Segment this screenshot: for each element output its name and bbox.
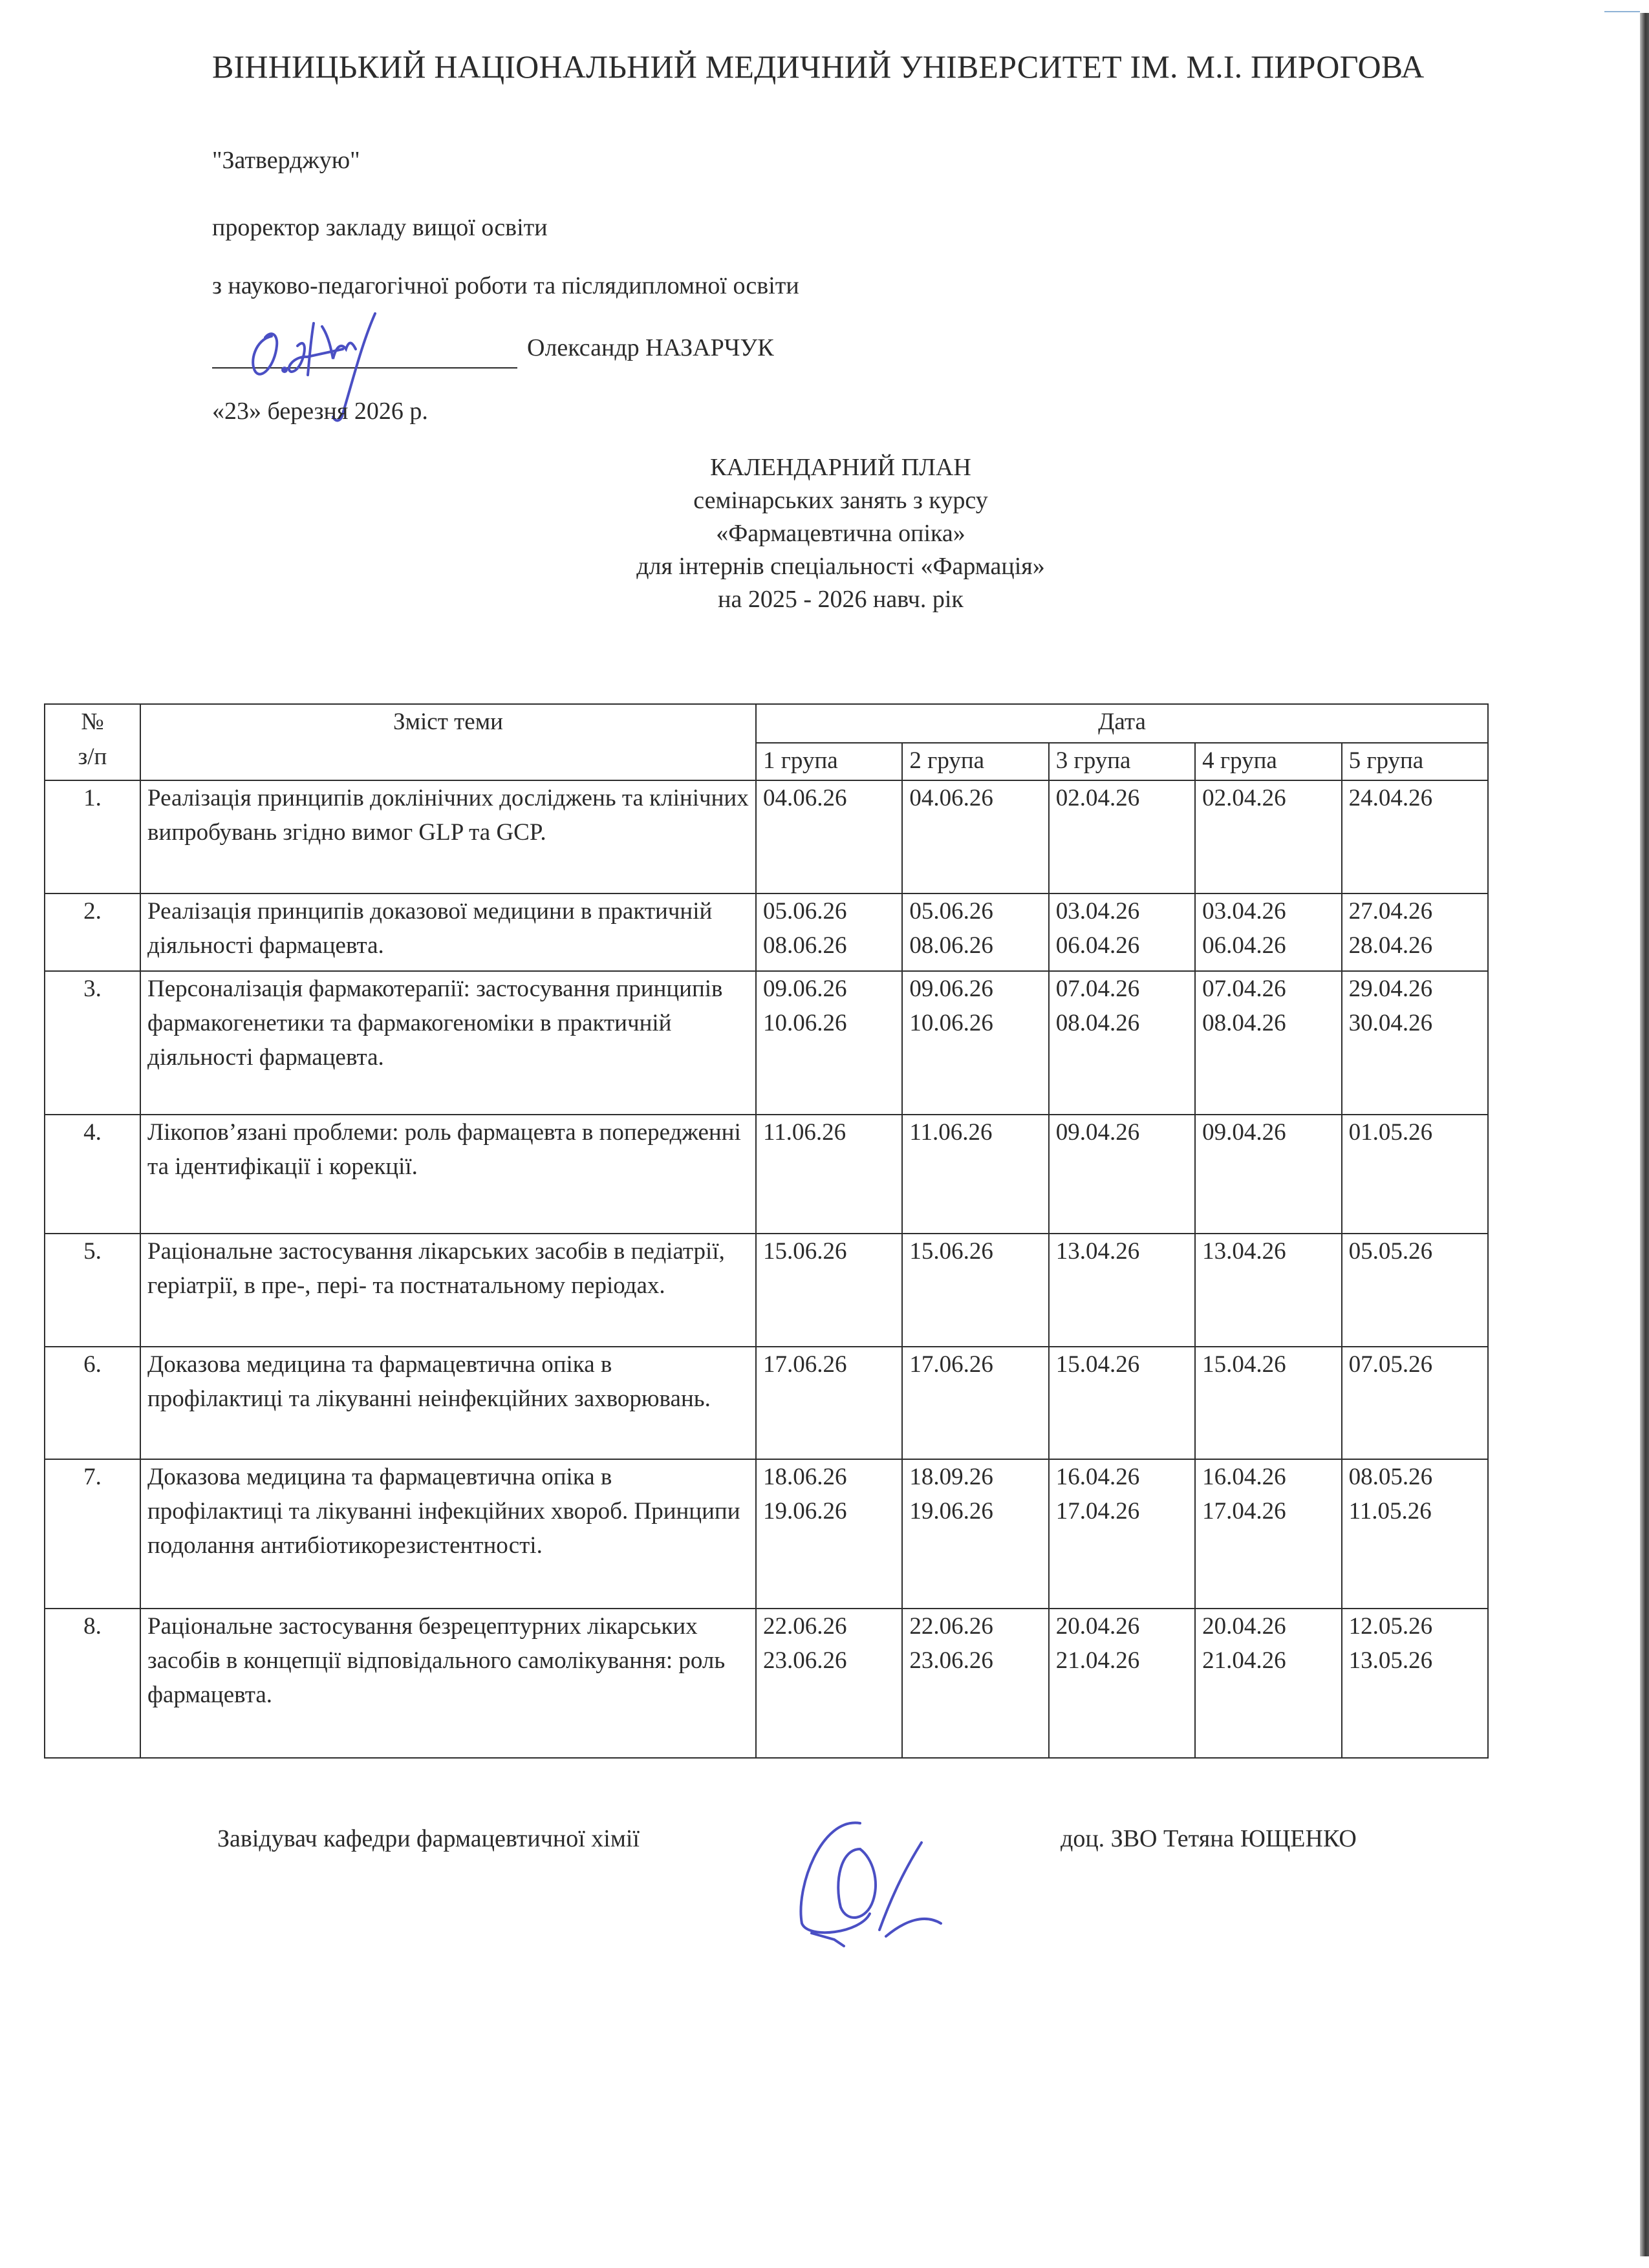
group-1-dates <box>756 1347 902 1459</box>
group-5-dates <box>1342 1459 1488 1609</box>
row-number: 8. <box>45 1609 140 1758</box>
group-1-dates <box>756 1115 902 1234</box>
group-4-dates <box>1195 893 1341 971</box>
table-row <box>45 1459 1488 1609</box>
course-name: «Фармацевтична опіка» <box>716 520 965 547</box>
session-date: 03.04.26 <box>1055 898 1140 925</box>
session-date: 18.06.26 <box>763 1464 847 1490</box>
session-date: 17.04.26 <box>1202 1498 1286 1524</box>
session-date: 06.04.26 <box>1055 932 1140 959</box>
head-of-department-position: Завідувач кафедри фармацевтичної хімії <box>217 1825 640 1852</box>
approver-name: Олександр НАЗАРЧУК <box>527 334 774 361</box>
scanner-edge <box>1640 13 1649 2256</box>
group-1-dates <box>756 971 902 1115</box>
session-date: 10.06.26 <box>909 1010 993 1036</box>
scanner-edge-mark <box>1604 11 1640 12</box>
group-4-dates <box>1195 1347 1341 1459</box>
session-date: 20.04.26 <box>1202 1613 1286 1640</box>
row-topic: Реалізація принципів доказової медицини в практичній діяльності фармацевта. <box>140 893 756 971</box>
session-date: 12.05.26 <box>1348 1613 1433 1640</box>
table-row <box>45 893 1488 971</box>
table-row <box>45 780 1488 893</box>
session-date: 27.04.26 <box>1348 898 1433 925</box>
approval-label: "Затверджую" <box>212 147 360 174</box>
row-number: 2. <box>45 893 140 971</box>
session-date: 02.04.26 <box>1055 785 1140 811</box>
group-5-dates <box>1342 1347 1488 1459</box>
session-date: 08.04.26 <box>1202 1010 1286 1036</box>
session-date: 04.06.26 <box>909 785 993 811</box>
group-2-dates <box>902 1459 1048 1609</box>
session-date: 13.04.26 <box>1055 1238 1140 1265</box>
session-date: 29.04.26 <box>1348 976 1433 1002</box>
table-row <box>45 971 1488 1115</box>
specialty: для інтернів спеціальності «Фармація» <box>636 553 1045 580</box>
row-number: 3. <box>45 971 140 1115</box>
approver-position-line2: з науково-педагогічної роботи та післядипломної освіти <box>212 272 799 299</box>
session-date: 08.06.26 <box>763 932 847 959</box>
document-title-block <box>453 451 1229 616</box>
group-3-dates <box>1049 1347 1195 1459</box>
academic-year: на 2025 - 2026 навч. рік <box>718 586 964 613</box>
session-date: 05.06.26 <box>909 898 993 925</box>
session-date: 08.06.26 <box>909 932 993 959</box>
group-4-dates <box>1195 1609 1341 1758</box>
group-3-dates <box>1049 1234 1195 1347</box>
group-5-dates <box>1342 971 1488 1115</box>
table-row <box>45 1609 1488 1758</box>
group-1-dates <box>756 1609 902 1758</box>
table-row <box>45 1347 1488 1459</box>
group-1-dates <box>756 1234 902 1347</box>
header-number-symbol: № <box>81 709 104 735</box>
session-date: 11.05.26 <box>1348 1498 1432 1524</box>
session-date: 28.04.26 <box>1348 932 1433 959</box>
group-5-dates <box>1342 1609 1488 1758</box>
session-date: 09.06.26 <box>909 976 993 1002</box>
row-topic: Лікопов’язані проблеми: роль фармацевта в попередженні та ідентифікації і корекції. <box>140 1115 756 1234</box>
session-date: 03.04.26 <box>1202 898 1286 925</box>
group-3-dates <box>1049 1459 1195 1609</box>
schedule-table <box>44 703 1489 1759</box>
session-date: 02.04.26 <box>1202 785 1286 811</box>
session-date: 09.06.26 <box>763 976 847 1002</box>
group-2-dates <box>902 971 1048 1115</box>
group-2-dates <box>902 1234 1048 1347</box>
row-number: 4. <box>45 1115 140 1234</box>
session-date: 11.06.26 <box>763 1119 846 1146</box>
header-number-abbr: з/п <box>78 744 107 770</box>
group-3-dates <box>1049 971 1195 1115</box>
group-2-dates <box>902 1609 1048 1758</box>
table-row <box>45 1115 1488 1234</box>
session-date: 19.06.26 <box>763 1498 847 1524</box>
session-date: 07.04.26 <box>1055 976 1140 1002</box>
table-row <box>45 1234 1488 1347</box>
session-date: 15.06.26 <box>909 1238 993 1265</box>
group-5-dates <box>1342 893 1488 971</box>
session-date: 09.04.26 <box>1055 1119 1140 1146</box>
session-date: 13.05.26 <box>1348 1647 1433 1674</box>
group-2-dates <box>902 893 1048 971</box>
group-3-dates <box>1049 1609 1195 1758</box>
row-number: 6. <box>45 1347 140 1459</box>
session-date: 16.04.26 <box>1202 1464 1286 1490</box>
row-number: 7. <box>45 1459 140 1609</box>
session-date: 24.04.26 <box>1348 785 1433 811</box>
group-5-dates <box>1342 1115 1488 1234</box>
session-date: 16.04.26 <box>1055 1464 1140 1490</box>
row-number: 1. <box>45 780 140 893</box>
group-1-dates <box>756 1459 902 1609</box>
header-date: Дата <box>756 704 1488 743</box>
session-date: 10.06.26 <box>763 1010 847 1036</box>
session-date: 11.06.26 <box>909 1119 993 1146</box>
session-date: 05.06.26 <box>763 898 847 925</box>
session-date: 15.04.26 <box>1055 1351 1140 1378</box>
group-4-dates <box>1195 1115 1341 1234</box>
session-date: 15.06.26 <box>763 1238 847 1265</box>
session-date: 07.05.26 <box>1348 1351 1433 1378</box>
group-4-dates <box>1195 1234 1341 1347</box>
document-title: КАЛЕНДАРНИЙ ПЛАН <box>710 454 971 481</box>
session-date: 18.09.26 <box>909 1464 993 1490</box>
row-topic: Доказова медицина та фармацевтична опіка в профілактиці та лікуванні інфекційних хвороб. Принципи подолання антибіотикорезистентності. <box>140 1459 756 1609</box>
session-date: 06.04.26 <box>1202 932 1286 959</box>
university-name: ВІННИЦЬКИЙ НАЦІОНАЛЬНИЙ МЕДИЧНИЙ УНІВЕРСИТЕТ ІМ. М.І. ПИРОГОВА <box>212 48 1425 85</box>
group-3-dates <box>1049 1115 1195 1234</box>
approval-date: «23» березня 2026 р. <box>212 398 428 425</box>
session-date: 17.04.26 <box>1055 1498 1140 1524</box>
session-date: 17.06.26 <box>909 1351 993 1378</box>
head-of-department-signature <box>782 1810 1015 1952</box>
group-1-dates <box>756 780 902 893</box>
header-group-1: 1 група <box>756 743 902 780</box>
session-date: 23.06.26 <box>909 1647 993 1674</box>
header-topic: Зміст теми <box>140 704 756 780</box>
session-date: 20.04.26 <box>1055 1613 1140 1640</box>
document-subtitle-1: семінарських занять з курсу <box>693 487 988 514</box>
session-date: 13.04.26 <box>1202 1238 1286 1265</box>
session-date: 22.06.26 <box>763 1613 847 1640</box>
session-date: 08.05.26 <box>1348 1464 1433 1490</box>
group-4-dates <box>1195 1459 1341 1609</box>
session-date: 05.05.26 <box>1348 1238 1433 1265</box>
approver-position-line1: проректор закладу вищої освіти <box>212 214 548 241</box>
group-5-dates <box>1342 1234 1488 1347</box>
session-date: 30.04.26 <box>1348 1010 1433 1036</box>
group-1-dates <box>756 893 902 971</box>
group-2-dates <box>902 1347 1048 1459</box>
session-date: 01.05.26 <box>1348 1119 1433 1146</box>
group-2-dates <box>902 780 1048 893</box>
row-topic: Реалізація принципів доклінічних досліджень та клінічних випробувань згідно вимог GLP та GCP. <box>140 780 756 893</box>
session-date: 19.06.26 <box>909 1498 993 1524</box>
header-group-5: 5 група <box>1342 743 1488 780</box>
header-group-2: 2 група <box>902 743 1048 780</box>
row-topic: Раціональне застосування безрецептурних лікарських засобів в концепції відповідального самолікування: роль фармацевта. <box>140 1609 756 1758</box>
session-date: 21.04.26 <box>1055 1647 1140 1674</box>
session-date: 23.06.26 <box>763 1647 847 1674</box>
row-number: 5. <box>45 1234 140 1347</box>
header-group-4: 4 група <box>1195 743 1341 780</box>
group-3-dates <box>1049 893 1195 971</box>
group-3-dates <box>1049 780 1195 893</box>
row-topic: Раціональне застосування лікарських засобів в педіатрії, геріатрії, в пре-, пері- та постнатальному періодах. <box>140 1234 756 1347</box>
row-topic: Персоналізація фармакотерапії: застосування принципів фармакогенетики та фармакогеноміки в практичній діяльності фармацевта. <box>140 971 756 1115</box>
header-group-3: 3 група <box>1049 743 1195 780</box>
session-date: 22.06.26 <box>909 1613 993 1640</box>
group-2-dates <box>902 1115 1048 1234</box>
session-date: 15.04.26 <box>1202 1351 1286 1378</box>
session-date: 04.06.26 <box>763 785 847 811</box>
session-date: 21.04.26 <box>1202 1647 1286 1674</box>
group-4-dates <box>1195 971 1341 1115</box>
session-date: 08.04.26 <box>1055 1010 1140 1036</box>
header-number <box>45 704 140 780</box>
session-date: 07.04.26 <box>1202 976 1286 1002</box>
session-date: 17.06.26 <box>763 1351 847 1378</box>
group-5-dates <box>1342 780 1488 893</box>
head-of-department-name: доц. ЗВО Тетяна ЮЩЕНКО <box>1061 1825 1357 1852</box>
session-date: 09.04.26 <box>1202 1119 1286 1146</box>
row-topic: Доказова медицина та фармацевтична опіка в профілактиці та лікуванні неінфекційних захворювань. <box>140 1347 756 1459</box>
group-4-dates <box>1195 780 1341 893</box>
